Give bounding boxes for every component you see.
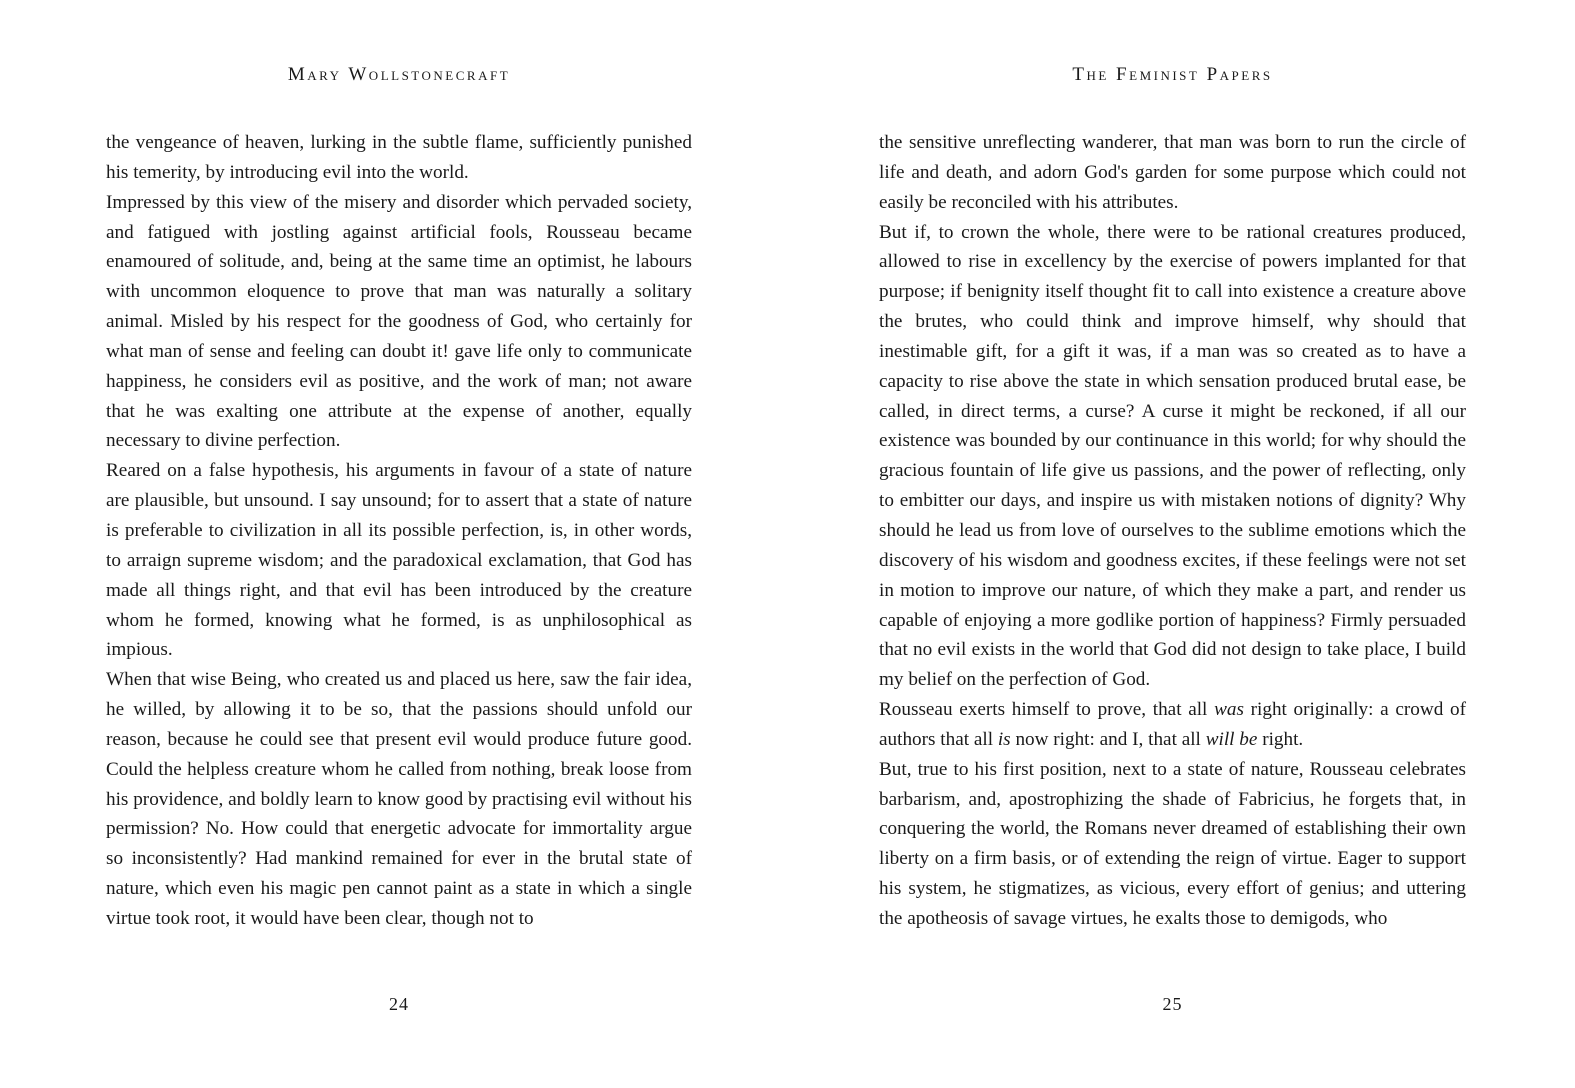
emphasis-is: is (997, 728, 1011, 750)
paragraph: When that wise Being, who created us and placed us here, saw the fair idea, he willed, by allowing it to be so, that the passions should unfold our reason, because he could see that present evil would produce future good. Could the helpless creature whom he called from nothing, break loose from his providence, and boldly learn to know good by practising evil without his permission? No. How could that energetic advocate for immortality argue so inconsistently? Had mankind remained for ever in the brutal state of nature, which even his magic pen cannot paint as a state in which a single virtue took root, it would have been clear, though not to (106, 669, 692, 929)
paragraph: the sensitive unreflecting wanderer, that man was born to run the circle of life and death, and adorn God's garden for some purpose which could not easily be reconciled with his attributes. (879, 132, 1466, 213)
emphasis-was: was (1214, 699, 1244, 721)
text-run: right. (1257, 728, 1304, 750)
paragraph: But if, to crown the whole, there were to be rational creatures produced, allowed to rise in excellency by the exercise of powers implanted for that purpose; if benignity itself thought fit to call into existence a creature above the brutes, who could think and improve himself, why should that inestimable gift, for a gift it was, if a man was so created as to have a capacity to rise above the state in which sensation produced brutal ease, be called, in direct terms, a curse? A curse it might be reckoned, if all our existence was bounded by our continuance in this world; for why should the gracious fountain of life give us passions, and the power of reflecting, only to embitter our days, and inspire us with mistaken notions of dignity? Why should he lead us from love of ourselves to the sublime emotions which the discovery of his wisdom and goodness excites, if these feelings were not set in motion to improve our nature, of which they make a part, and render us capable of enjoying a more godlike portion of happiness? Firmly persuaded that no evil exists in the world that God did not design to take place, I build my belief on the perfection of God. (879, 221, 1466, 691)
page-number-right: 25 (1162, 994, 1183, 1014)
right-page-body (879, 128, 1466, 934)
paragraph-rousseau (879, 695, 1466, 755)
paragraph: Impressed by this view of the misery and disorder which pervaded society, and fatigued with jostling against artificial fools, Rousseau became enamoured of solitude, and, being at the same time an optimist, he labours with uncommon eloquence to prove that man was naturally a solitary animal. Misled by his respect for the goodness of God, who certainly for what man of sense and feeling can doubt it! gave life only to communicate happiness, he considers evil as positive, and the work of man; not aware that he was exalting one attribute at the expense of another, equally necessary to divine perfection. (106, 191, 692, 452)
text-run: now right: and I, that all (1010, 728, 1206, 750)
running-head-left: Mary Wollstonecraft (287, 64, 511, 85)
right-page (879, 0, 1466, 1088)
paragraph: Reared on a false hypothesis, his arguments in favour of a state of nature are plausible, but unsound. I say unsound; for to assert that a state of nature is preferable to civilization in all its possible perfection, is, in other words, to arraign supreme wisdom; and the paradoxical exclamation, that God has made all things right, and that evil has been introduced by the creature whom he formed, knowing what he formed, is as unphilosophical as impious. (106, 460, 692, 661)
text-run: Rousseau exerts himself to prove, that all (879, 699, 1215, 721)
paragraph: But, true to his first position, next to a state of nature, Rousseau celebrates barbarism, and, apostrophizing the shade of Fabricius, he forgets that, in conquering the world, the Romans never dreamed of establishing their own liberty on a firm basis, or of extending the reign of virtue. Eager to support his system, he stigmatizes, as vicious, every effort of genius; and uttering the apotheosis of savage virtues, he exalts those to demigods, who (879, 758, 1466, 929)
running-head-right: The Feminist Papers (1072, 64, 1273, 85)
left-page-body (106, 128, 692, 934)
emphasis-will-be: will be (1205, 728, 1258, 750)
left-page (106, 0, 692, 1088)
paragraph: the vengeance of heaven, lurking in the subtle flame, sufficiently punished his temerity, by introducing evil into the world. (106, 132, 692, 183)
page-number-left: 24 (389, 994, 409, 1014)
text-run: right originally: a crowd of authors that all (879, 699, 1466, 750)
